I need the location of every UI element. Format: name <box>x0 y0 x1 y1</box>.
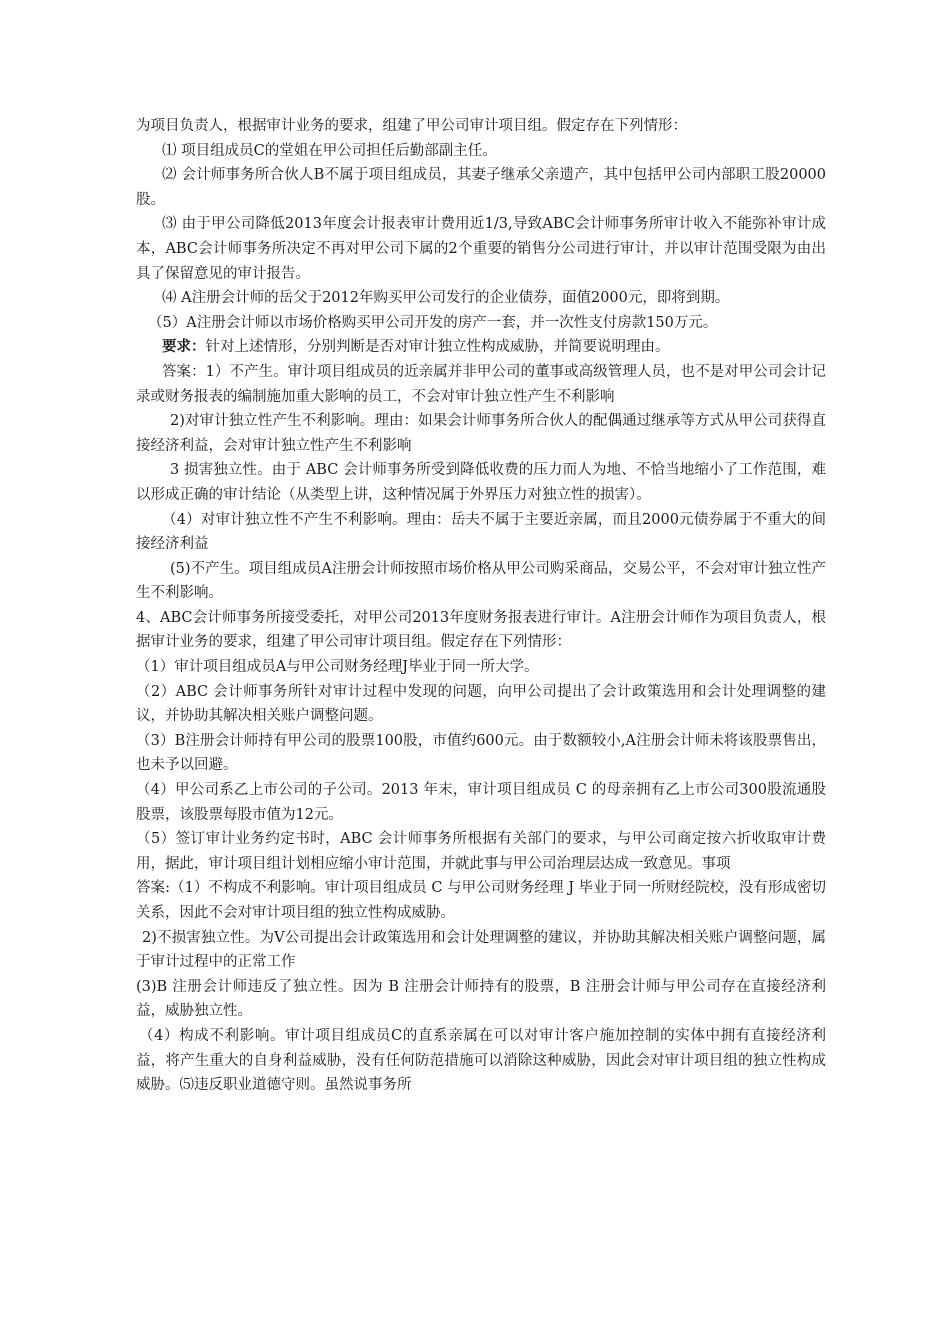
paragraph-case-1: ⑴ 项目组成员C的堂姐在甲公司担任后勤部副主任。 <box>162 142 497 159</box>
paragraph-requirement: 要求：针对上述情形，分别判断是否对审计独立性构成威胁，并简要说明理由。 <box>162 338 670 356</box>
paragraph-q4-case-2: （2）ABC 会计师事务所针对审计过程中发现的问题，向甲公司提出了会计政策选用和会计处理调整的建议，并协助其解决相关账户调整问题。 <box>136 683 826 725</box>
paragraph-case-3: ⑶ 由于甲公司降低2013年度会计报表审计费用近1/3,导致ABC会计师事务所审计收入不能弥补审计成本，ABC会计师事务所决定不再对甲公司下属的2个重要的销售分公司进行审计，并以审计范围受限为由出具了保留意见的审计报告。 <box>136 216 826 282</box>
paragraph-answer-2: 2)对审计独立性产生不利影响。理由：如果会计师事务所合伙人的配偶通过继承等方式从甲公司获得直接经济利益，会对审计独立性产生不利影响 <box>136 413 826 454</box>
paragraph-q4-answer-2: 2)不损害独立性。为V公司提出会计政策选用和会计处理调整的建议，并协助其解决相关账户调整问题，属于审计过程中的正常工作 <box>136 929 826 971</box>
paragraph-q4-case-3: （3）B注册会计师持有甲公司的股票100股，市值约600元。由于数额较小,A注册会计师未将该股票售出，也未予以回避。 <box>136 732 826 774</box>
paragraph-question-4-intro: 4、ABC会计师事务所接受委托，对甲公司2013年度财务报表进行审计。A注册会计师作为项目负责人，根据审计业务的要求，组建了甲公司审计项目组。假定存在下列情形： <box>136 609 826 651</box>
paragraph-case-2: ⑵ 会计师事务所合伙人B不属于项目组成员，其妻子继承父亲遗产，其中包括甲公司内部职工股20000股。 <box>136 167 826 208</box>
paragraph-answer-1: 答案：1）不产生。审计项目组成员的近亲属并非甲公司的董事或高级管理人员，也不是对甲公司会计记录或财务报表的编制施加重大影响的员工，不会对审计独立性产生不利影响 <box>136 363 826 405</box>
paragraph-q4-answer-1: 答案:（1）不构成不利影响。审计项目组成员 C 与甲公司财务经理 J 毕业于同一所财经院校，没有形成密切关系，因此不会对审计项目组的独立性构成威胁。 <box>136 880 826 921</box>
paragraph-q4-answer-4: （4）构成不利影响。审计项目组成员C的直系亲属在可以对审计客户施加控制的实体中拥有直接经济利益，将产生重大的自身利益威胁，没有任何防范措施可以消除这种威胁，因此会对审计项目组的独立性构成威胁。⑸违反职业道德守则。虽然说事务所 <box>136 1027 826 1094</box>
paragraph-q4-answer-3: (3)B 注册会计师违反了独立性。因为 B 注册会计师持有的股票，B 注册会计师与甲公司存在直接经济利益，威胁独立性。 <box>136 978 826 1020</box>
paragraph-q4-case-1: （1）审计项目组成员A与甲公司财务经理J毕业于同一所大学。 <box>136 659 539 676</box>
paragraph-q4-case-5: （5）签订审计业务约定书时，ABC 会计师事务所根据有关部门的要求，与甲公司商定按六折收取审计费用，据此，审计项目组计划相应缩小审计范围，并就此事与甲公司治理层达成一致意见。事项 <box>136 831 826 872</box>
paragraph-q4-case-4: （4）甲公司系乙上市公司的子公司。2013 年末，审计项目组成员 C 的母亲拥有乙上市公司300股流通股股票，该股票每股市值为12元。 <box>136 782 826 823</box>
paragraph-answer-5: (5)不产生。项目组成员A注册会计师按照市场价格从甲公司购采商品，交易公平，不会对审计独立性产生不利影响。 <box>136 560 826 602</box>
paragraph-case-4: ⑷ A注册会计师的岳父于2012年购买甲公司发行的企业债券，面值2000元，即将到期。 <box>162 290 730 307</box>
document-body <box>136 114 826 1098</box>
requirement-label: 要求： <box>162 338 206 356</box>
paragraph-answer-4: （4）对审计独立性不产生不利影响。理由：岳夫不属于主要近亲属，而且2000元债券属于不重大的间接经济利益 <box>136 511 826 553</box>
paragraph-answer-3: 3 损害独立性。由于 ABC 会计师事务所受到降低收费的压力而人为地、不恰当地缩小了工作范围，难以形成正确的审计结论（从类型上讲，这种情况属于外界压力对独立性的损害）。 <box>136 462 826 503</box>
paragraph-intro: 为项目负责人，根据审计业务的要求，组建了甲公司审计项目组。假定存在下列情形： <box>136 118 687 134</box>
paragraph-case-5: （5）A注册会计师以市场价格购买甲公司开发的房产一套，并一次性支付房款150万元。 <box>148 314 718 331</box>
